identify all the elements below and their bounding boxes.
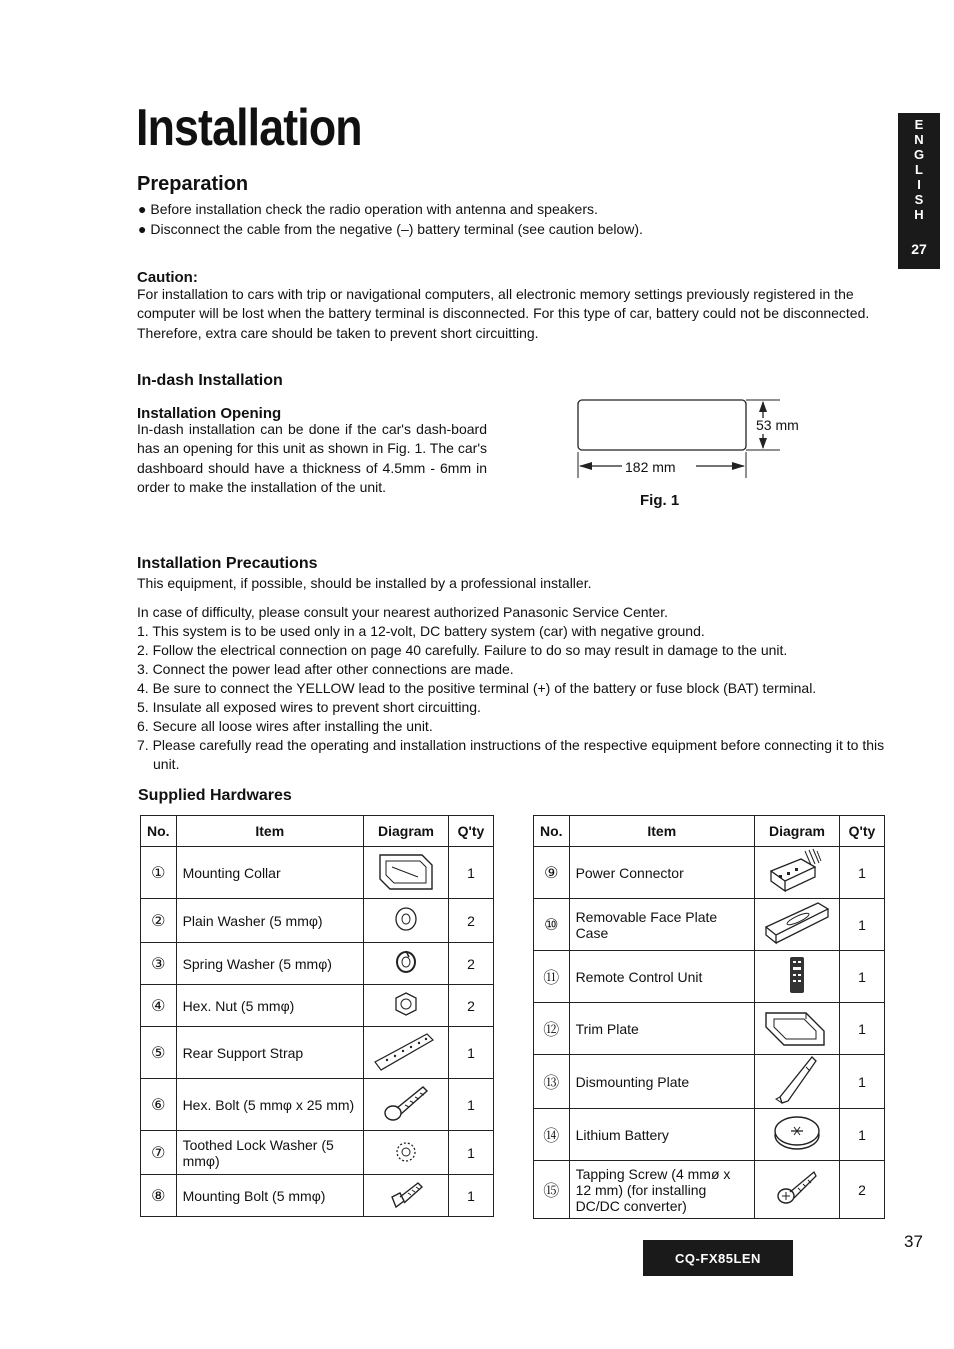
precaution-item: 6. Secure all loose wires after installing the unit. [137, 718, 433, 734]
table-row [141, 899, 494, 943]
item-quantity: 1 [840, 1003, 885, 1055]
tab-letter: G [913, 147, 925, 162]
col-qty: Q'ty [449, 816, 494, 847]
item-diagram [364, 1131, 449, 1175]
item-quantity: 1 [840, 1109, 885, 1161]
height-dimension-label: 53 mm [756, 417, 799, 433]
page-title: Installation [136, 99, 362, 157]
mounting-collar-icon [374, 880, 438, 896]
item-quantity: 2 [449, 985, 494, 1027]
item-diagram [364, 899, 449, 943]
item-name: Remote Control Unit [569, 951, 754, 1003]
lock-washer-icon [392, 1154, 420, 1170]
item-number: ① [141, 847, 177, 899]
item-name: Power Connector [569, 847, 754, 899]
remote-control-icon [787, 982, 807, 998]
item-quantity: 1 [449, 1175, 494, 1217]
col-no: No. [534, 816, 570, 847]
item-quantity: 1 [840, 1055, 885, 1109]
precaution-item: 2. Follow the electrical connection on page 40 carefully. Failure to do so may result in damage to the unit. [137, 642, 788, 658]
item-quantity: 2 [449, 943, 494, 985]
hardwares-heading: Supplied Hardwares [138, 787, 292, 804]
support-strap-icon [371, 1061, 441, 1077]
opening-heading: Installation Opening [137, 405, 282, 422]
precaution-item: 5. Insulate all exposed wires to prevent short circuitting. [137, 699, 481, 715]
table-row [141, 1131, 494, 1175]
preparation-heading: Preparation [137, 173, 249, 195]
lithium-battery-icon [771, 1140, 823, 1156]
col-item: Item [176, 816, 363, 847]
dismounting-plate-icon [772, 1092, 822, 1108]
hex-bolt-icon [381, 1112, 431, 1128]
page-number: 37 [904, 1232, 923, 1251]
item-diagram [755, 847, 840, 899]
mounting-bolt-icon [386, 1198, 426, 1214]
table-row [141, 1175, 494, 1217]
item-name: Spring Washer (5 mmφ) [176, 943, 363, 985]
item-quantity: 1 [449, 1027, 494, 1079]
item-quantity: 2 [840, 1161, 885, 1219]
item-quantity: 1 [449, 1079, 494, 1131]
item-name: Removable Face Plate Case [569, 899, 754, 951]
item-number: ⑪ [534, 951, 570, 1003]
item-diagram [364, 985, 449, 1027]
col-item: Item [569, 816, 754, 847]
bullet-text: Before installation check the radio operation with antenna and speakers. [150, 201, 598, 217]
precautions-heading: Installation Precautions [137, 555, 318, 572]
table-row [141, 1079, 494, 1131]
item-name: Lithium Battery [569, 1109, 754, 1161]
precaution-item: 7. Please carefully read the operating and installation instructions of the respective equipment before connecting it to this unit. [137, 737, 885, 772]
item-name: Mounting Collar [176, 847, 363, 899]
tab-letter: S [914, 192, 924, 207]
hardware-table-left [140, 815, 494, 1217]
item-quantity: 1 [840, 951, 885, 1003]
opening-text: In-dash installation can be done if the car's dash-board has an opening for this unit as shown in Fig. 1. The car's dashboard should have a thickness of 4.5mm - 6mm in order to make the installation of the unit. [137, 421, 487, 495]
item-diagram [364, 1027, 449, 1079]
table-header-row [141, 816, 494, 847]
table-row [534, 951, 885, 1003]
precautions-list [137, 603, 897, 774]
table-row [534, 1161, 885, 1219]
item-diagram [755, 1109, 840, 1161]
model-number: CQ-FX85LEN [643, 1240, 793, 1276]
item-name: Dismounting Plate [569, 1055, 754, 1109]
preparation-bullet: ● Disconnect the cable from the negative (–) battery terminal (see caution below). [138, 221, 643, 237]
caution-text: For installation to cars with trip or navigational computers, all electronic memory settings previously registered in the computer will be lost when the battery terminal is disconnected. For this type of car, battery could not be disconnected. Therefore, extra care should be taken to prevent short circuitting. [137, 286, 870, 341]
tab-letter: E [914, 117, 924, 132]
table-row [141, 943, 494, 985]
item-diagram [364, 847, 449, 899]
table-row [141, 847, 494, 899]
col-diagram: Diagram [364, 816, 449, 847]
item-number: ⑮ [534, 1161, 570, 1219]
face-plate-case-icon [762, 934, 832, 950]
language-tab [898, 113, 940, 269]
item-number: ⑭ [534, 1109, 570, 1161]
language-letters [898, 113, 940, 222]
item-quantity: 1 [449, 1131, 494, 1175]
item-diagram [364, 1175, 449, 1217]
item-name: Tapping Screw (4 mmø x 12 mm) (for installing DC/DC converter) [569, 1161, 754, 1219]
table-row [534, 1109, 885, 1161]
item-number: ⑤ [141, 1027, 177, 1079]
table-header-row [534, 816, 885, 847]
item-number: ⑩ [534, 899, 570, 951]
tab-letter: L [915, 162, 923, 177]
item-diagram [364, 943, 449, 985]
precaution-item: 3. Connect the power lead after other connections are made. [137, 661, 514, 677]
item-name: Plain Washer (5 mmφ) [176, 899, 363, 943]
item-diagram [755, 951, 840, 1003]
precaution-intro: In case of difficulty, please consult your nearest authorized Panasonic Service Center. [137, 604, 669, 620]
item-number: ⑫ [534, 1003, 570, 1055]
precaution-item: 1. This system is to be used only in a 12-volt, DC battery system (car) with negative ground. [137, 623, 705, 639]
item-number: ④ [141, 985, 177, 1027]
item-number: ⑥ [141, 1079, 177, 1131]
item-diagram [755, 1003, 840, 1055]
table-row [141, 985, 494, 1027]
spring-washer-icon [392, 963, 420, 979]
item-name: Hex. Bolt (5 mmφ x 25 mm) [176, 1079, 363, 1131]
table-row [534, 899, 885, 951]
item-name: Toothed Lock Washer (5 mmφ) [176, 1131, 363, 1175]
item-quantity: 2 [449, 899, 494, 943]
table-row [534, 1003, 885, 1055]
item-quantity: 1 [449, 847, 494, 899]
item-name: Trim Plate [569, 1003, 754, 1055]
col-diagram: Diagram [755, 816, 840, 847]
trim-plate-icon [762, 1036, 832, 1052]
section-page-number: 27 [911, 241, 927, 257]
tab-letter: I [917, 177, 921, 192]
item-number: ⑨ [534, 847, 570, 899]
table-row [534, 1055, 885, 1109]
indash-heading: In-dash Installation [137, 372, 283, 389]
item-diagram [755, 1161, 840, 1219]
preparation-bullet: ● Before installation check the radio operation with antenna and speakers. [138, 201, 598, 217]
item-name: Rear Support Strap [176, 1027, 363, 1079]
item-number: ③ [141, 943, 177, 985]
item-diagram [755, 899, 840, 951]
hex-nut-icon [392, 1005, 420, 1021]
caution-heading: Caution: [137, 269, 198, 286]
col-no: No. [141, 816, 177, 847]
figure-caption: Fig. 1 [640, 492, 680, 509]
item-name: Mounting Bolt (5 mmφ) [176, 1175, 363, 1217]
item-quantity: 1 [840, 847, 885, 899]
item-quantity: 1 [840, 899, 885, 951]
plain-washer-icon [392, 920, 420, 936]
item-name: Hex. Nut (5 mmφ) [176, 985, 363, 1027]
opening-rectangle [578, 400, 746, 450]
item-number: ⑦ [141, 1131, 177, 1175]
precaution-item: 4. Be sure to connect the YELLOW lead to the positive terminal (+) of the battery or fuse block (BAT) terminal. [137, 680, 817, 696]
tab-letter: H [914, 207, 924, 222]
opening-dimension-figure [570, 396, 820, 488]
item-number: ⑧ [141, 1175, 177, 1217]
tapping-screw-icon [774, 1195, 820, 1211]
tab-letter: N [914, 132, 924, 147]
power-connector-icon [765, 882, 829, 898]
col-qty: Q'ty [840, 816, 885, 847]
item-number: ② [141, 899, 177, 943]
precautions-intro: This equipment, if possible, should be installed by a professional installer. [137, 575, 592, 591]
table-row [534, 847, 885, 899]
item-diagram [755, 1055, 840, 1109]
bullet-text: Disconnect the cable from the negative (–) battery terminal (see caution below). [150, 221, 643, 237]
width-dimension-label: 182 mm [622, 459, 679, 475]
item-number: ⑬ [534, 1055, 570, 1109]
table-row [141, 1027, 494, 1079]
item-diagram [364, 1079, 449, 1131]
hardware-table-right [533, 815, 885, 1219]
